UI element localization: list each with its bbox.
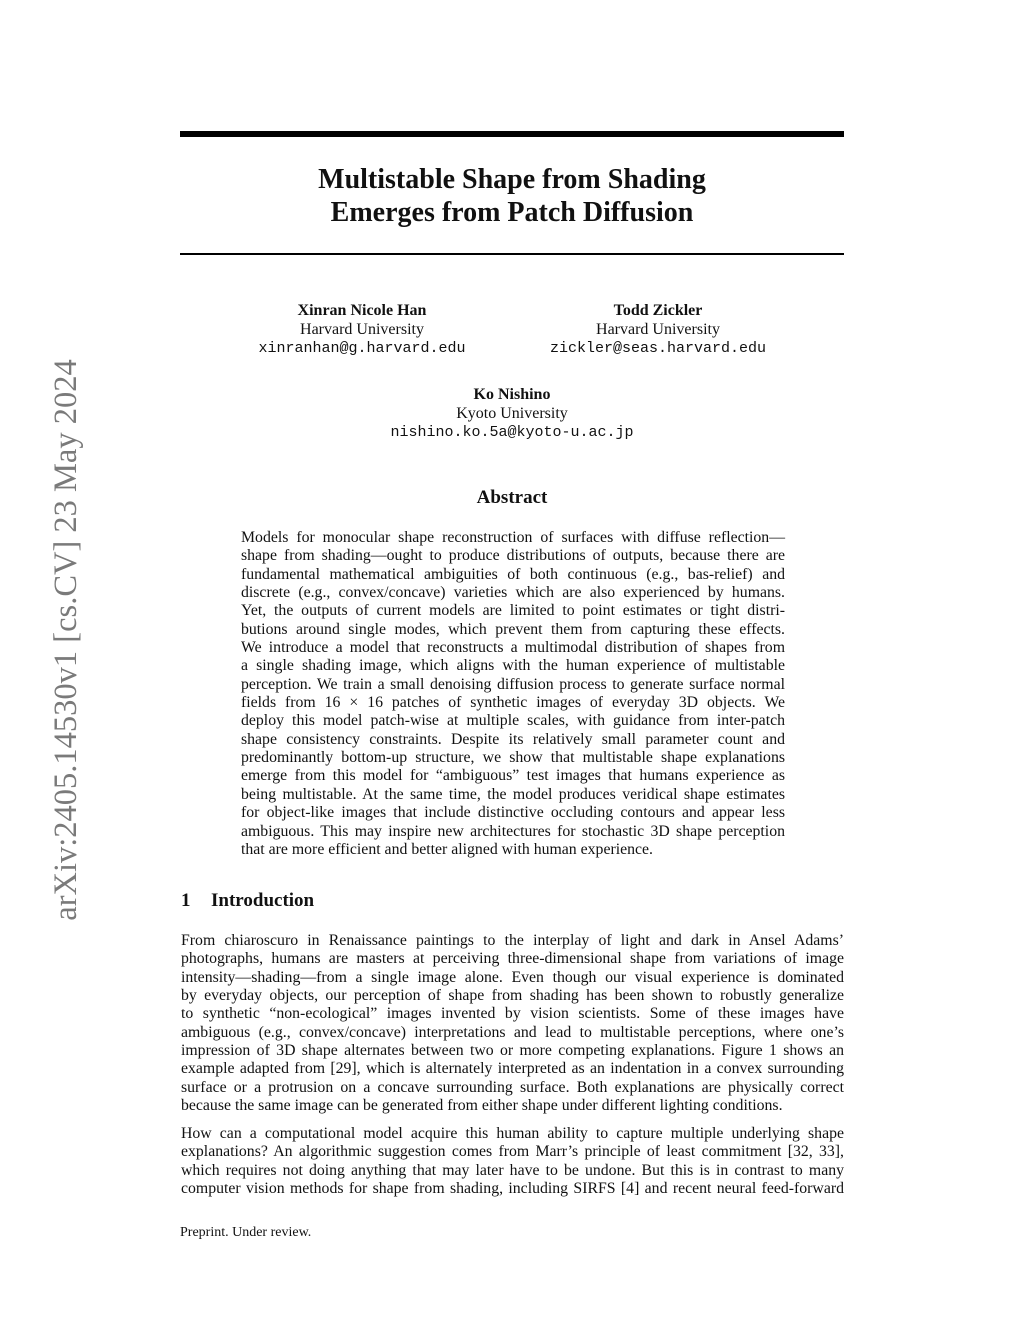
abstract-line: being multistable. At the same time, the model produces veridical shape estimates: [241, 785, 785, 803]
paragraph-line: ambiguous (e.g., convex/concave) interpretations and lead to multistable perceptions, where one’s: [181, 1023, 844, 1041]
author-affiliation: Harvard University: [596, 321, 720, 338]
paragraph-line: explanations? An algorithmic suggestion comes from Marr’s principle of least commitment [32, 33],: [181, 1143, 844, 1161]
abstract-line: Yet, the outputs of current models are limited to point estimates or tight distri-: [241, 602, 785, 620]
paragraph-line: impression of 3D shape alternates between two or more competing explanations. Figure 1 shows an: [181, 1042, 844, 1060]
abstract-line: shape consistency constraints. Despite its relatively small parameter count and: [241, 730, 785, 748]
abstract-line: perception. We train a small denoising diffusion process to generate surface normal: [241, 675, 785, 693]
abstract-line: shape from shading—ought to produce distributions of outputs, because there are: [241, 547, 785, 565]
abstract-line: We introduce a model that reconstructs a multimodal distribution of shapes from: [241, 639, 785, 657]
author-affiliation: Kyoto University: [456, 405, 568, 422]
author-name: Todd Zickler: [613, 302, 703, 319]
author-block: [212, 301, 512, 358]
author-email[interactable]: zickler@seas.harvard.edu: [549, 340, 767, 357]
paragraph-line: From chiaroscuro in Renaissance paintings to the interplay of light and dark in Ansel Adams’: [181, 932, 844, 949]
title-rule-bottom: [180, 253, 844, 255]
abstract-line: discrete (e.g., convex/concave) varieties which are also experienced by humans.: [241, 584, 785, 602]
author-affiliation: Harvard University: [300, 321, 424, 338]
abstract-line: fundamental mathematical ambiguities of both continuous (e.g., bas-relief) and: [241, 565, 785, 583]
section-number: 1: [181, 890, 191, 911]
abstract-line: that are more efficient and better aligned with human experience.: [241, 840, 653, 858]
abstract-line: a single shading image, which aligns with the human experience of multistable: [241, 657, 785, 675]
abstract-line: Models for monocular shape reconstruction of surfaces with diffuse reflection—: [241, 529, 785, 546]
title-rule-top: [180, 131, 844, 137]
paragraph-line: example adapted from [29], which is alternately interpreted as an indentation in a convex surrounding: [181, 1060, 844, 1078]
abstract-line: fields from 16 × 16 patches of synthetic images of everyday 3D objects. We: [241, 694, 785, 712]
section-title: Introduction: [211, 890, 315, 911]
intro-paragraph: [181, 932, 844, 1115]
arxiv-side-stamp: arXiv:2405.14530v1 [cs.CV] 23 May 2024: [48, 359, 84, 921]
paper-title: [180, 163, 844, 229]
paragraph-line: computer vision methods for shape from shading, including SIRFS [4] and recent neural feed-forward: [181, 1180, 844, 1198]
paragraph-line: to synthetic “non-ecological” images invented by vision scientists. Some of these images have: [181, 1005, 844, 1023]
author-email[interactable]: nishino.ko.5a@kyoto-u.ac.jp: [390, 424, 634, 441]
paragraph-line: surface or a protrusion on a concave surrounding surface. Both explanations are physically correct: [181, 1078, 844, 1096]
footer-note: Preprint. Under review.: [180, 1225, 312, 1240]
abstract-body: [241, 529, 785, 859]
author-email[interactable]: xinranhan@g.harvard.edu: [258, 340, 466, 357]
abstract-line: ambiguous. This may inspire new architectures for stochastic 3D shape perception: [241, 822, 785, 840]
paragraph-line: because the same image can be generated from either shape under different lighting conditions.: [181, 1097, 783, 1115]
abstract-line: butions around single modes, which prevent them from capturing these effects.: [241, 620, 785, 638]
title-line: Emerges from Patch Diffusion: [330, 197, 694, 228]
paragraph-line: which requires not doing anything that may later have to be undone. But this is in contrast to many: [181, 1161, 844, 1179]
paragraph-line: by everyday objects, our perception of shape from shading has been shown to robustly generalize: [181, 987, 844, 1005]
author-block: [362, 385, 662, 442]
author-name: Ko Nishino: [473, 386, 551, 403]
section-heading: [181, 890, 314, 912]
abstract-line: for object-like images that include distinctive occluding contours and appear less: [241, 804, 785, 822]
abstract-heading: Abstract: [476, 487, 548, 508]
abstract-line: deploy this model patch-wise at multiple scales, with guidance from inter-patch: [241, 712, 785, 730]
intro-paragraph: [181, 1125, 844, 1198]
author-name: Xinran Nicole Han: [297, 302, 427, 319]
abstract-line: emerge from this model for “ambiguous” test images that humans experience as: [241, 767, 785, 785]
title-line: Multistable Shape from Shading: [318, 164, 706, 195]
paragraph-line: How can a computational model acquire this human ability to capture multiple underlying shape: [181, 1125, 844, 1142]
abstract-line: predominantly bottom-up structure, we show that multistable shape explanations: [241, 749, 785, 767]
paragraph-line: photographs, humans are masters at perceiving three-dimensional shape from variations of image: [181, 950, 844, 968]
author-block: [508, 301, 808, 358]
paragraph-line: intensity—shading—from a single image alone. Even though our visual experience is dominated: [181, 968, 844, 986]
